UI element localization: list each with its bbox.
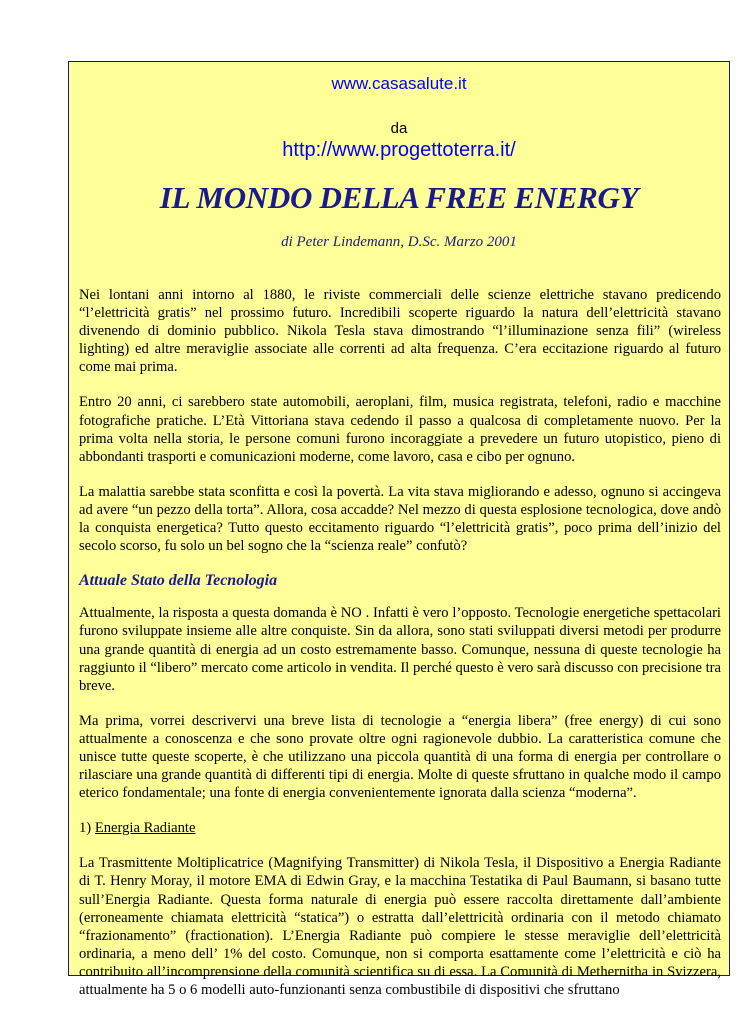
list-item-heading	[79, 819, 721, 837]
paragraph-6: La Trasmittente Moltiplicatrice (Magnifying Transmitter) di Nikola Tesla, il Dispositivo a Energia Radiante di T. Henry Moray, il motore EMA di Edwin Gray, e la macchina Testatika di Paul Baumann, si basano tutte sull’Energia Radiante. Questa forma naturale di energia può essere raccolta direttamente dall’ambiente (erroneamente chiamata elettricità “statica”) o estratta dall’elettricità ordinaria con il metodo chiamato “frazionamento” (fractionation). L’Energia Radiante può compiere le stesse meraviglie dell’elettricità ordinaria, a meno dell’ 1% del costo. Comunque, non si comporta esattamente come l’elettricità e ciò ha contribuito all’incomprensione della comunità scientifica su di essa. La Comunità di Methernitha in Svizzera, attualmente ha 5 o 6 modelli auto-funzionanti senza combustibile di dispositivi che sfruttano	[79, 855, 721, 998]
byline: di Peter Lindemann, D.Sc. Marzo 2001	[281, 234, 517, 250]
site-link[interactable]: www.casasalute.it	[331, 74, 467, 93]
page-title: IL MONDO DELLA FREE ENERGY	[159, 180, 639, 215]
item-number: 1)	[79, 820, 92, 837]
paragraph-2: Entro 20 anni, ci sarebbero state automobili, aeroplani, film, musica registrata, telefoni, radio e macchine fotografiche pratiche. L’Età Vittoriana stava cedendo il passo a qualcosa di completamente nuovo. Per la prima volta nella storia, le persone comuni furono incoraggiate a prevedere un futuro utopistico, pieno di abbondanti trasporti e comunicazioni moderne, come lavoro, casa e cibo per ognuno.	[79, 394, 721, 465]
document-page	[68, 61, 730, 998]
paragraph-3: La malattia sarebbe stata sconfitta e così la povertà. La vita stava migliorando e adesso, ognuno si accingeva ad avere “un pezzo della torta”. Allora, cosa accadde? Nel mezzo di questa esplosione tecnologica, dove andò la conquista energetica? Tutto questo eccitamento riguardo “l’elettricità gratis”, poco prima dell’inizio del secolo scorso, fu solo un bel sogno che la “scienza reale” confutò?	[79, 483, 721, 555]
paragraph-1: Nei lontani anni intorno al 1880, le riviste commerciali delle scienze elettriche stavano predicendo “l’elettricità gratis” nel prossimo futuro. Incredibili scoperte riguardo la natura dell’elettricità stavano divenendo di dominio pubblico. Nikola Tesla stava dimostrando “l’illuminazione senza fili” (wireless lighting) ed altre meraviglie associate alle correnti ad alta frequenza. C’era eccitazione riguardo al futuro come mai prima.	[79, 287, 721, 376]
item-title: Energia Radiante	[94, 820, 196, 837]
paragraph-5: Ma prima, vorrei descrivervi una breve lista di tecnologie a “energia libera” (free energy) di cui sono attualmente a conoscenza e che sono provate oltre ogni ragionevole dubbio. La caratteristica comune che unisce tutte queste scoperte, è che utilizzano una piccola quantità di una forma di energia per controllare o rilasciare una grande quantità di differenti tipi di energia. Molte di queste sfruttano in qualche modo il campo eterico fondamentale; una fonte di energia convenientemente ignorata dalla scienza “moderna”.	[79, 712, 721, 802]
article-body	[79, 286, 721, 1016]
paragraph-4: Attualmente, la risposta a questa domanda è NO . Infatti è vero l’opposto. Tecnologie energetiche spettacolari furono sviluppate insieme alle altre conquiste. Sin da allora, sono stati sviluppati diversi metodi per produrre una grande quantità di energia ad un costo estremamente basso. Comunque, nessuna di queste tecnologie ha raggiunto il “libero” mercato come articolo in vendita. Il perché questo è vero sarà discusso con precisione tra breve.	[79, 605, 721, 694]
source-link[interactable]: http://www.progettoterra.it/	[282, 139, 516, 161]
section-heading: Attuale Stato della Tecnologia	[79, 572, 278, 590]
from-label: da	[390, 120, 408, 137]
